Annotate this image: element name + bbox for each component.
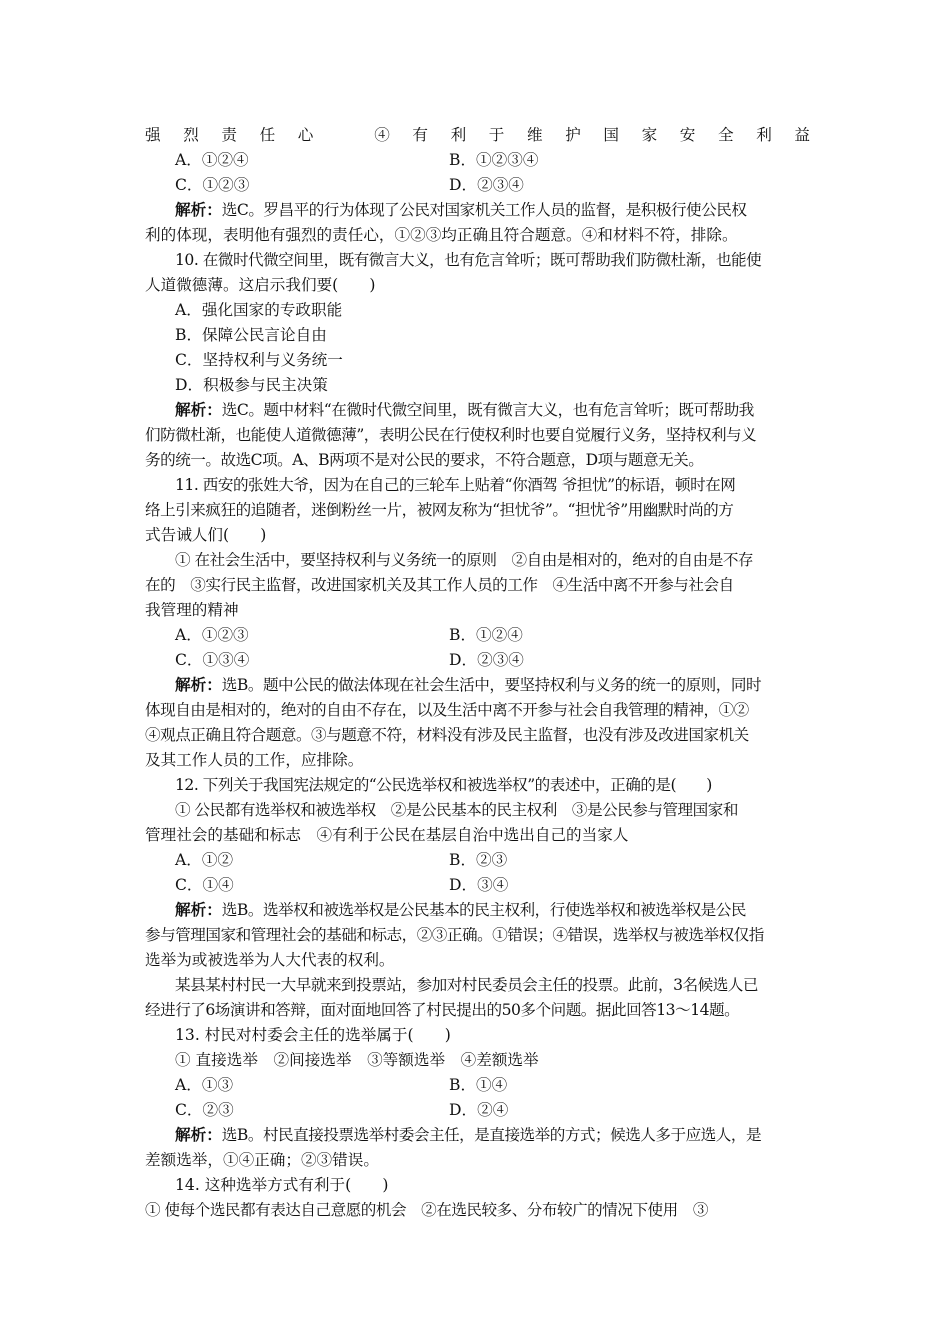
option-c: C．②③ [175, 1101, 234, 1119]
option-a: A．①②④ [175, 151, 249, 169]
option-c: C．①④ [175, 876, 234, 894]
text-line: 参与管理国家和管理社会的基础和标志，②③正确。①错误；④错误，选举权与被选举权仅指 [145, 926, 764, 944]
analysis-label: 解析： [175, 201, 222, 219]
analysis-text: 选C。题中材料“在微时代微空间里，既有微言大义，也有危言耸听；既可帮助我 [221, 401, 754, 419]
analysis-text: 选B。题中公民的做法体现在社会生活中，要坚持权利与义务的统一的原则，同时 [221, 676, 762, 694]
option-a: A．①② [175, 851, 234, 869]
analysis-label: 解析： [175, 1126, 222, 1144]
option-b: B．保障公民言论自由 [175, 326, 327, 344]
option-c: C．①③④ [175, 651, 250, 669]
option-b: B．①②③④ [449, 151, 539, 169]
option-b: B．①④ [449, 1076, 508, 1094]
option-a: A．①③ [175, 1076, 234, 1094]
text-line: 们防微杜渐，也能使人道微德薄”，表明公民在行使权利时也要自觉履行义务，坚持权利与义 [145, 426, 757, 444]
question-10: 10. 在微时代微空间里，既有微言大义，也有危言耸听；既可帮助我们防微杜渐，也能使 [175, 251, 762, 269]
option-c: C．坚持权利与义务统一 [175, 351, 343, 369]
option-a: A．①②③ [175, 626, 249, 644]
option-b: B．①②④ [449, 626, 523, 644]
analysis-text: 选C。罗昌平的行为体现了公民对国家机关工作人员的监督，是积极行使公民权 [221, 201, 747, 219]
text-line: ④观点正确且符合题意。③与题意不符，材料没有涉及民主监督，也没有涉及改进国家机关 [145, 726, 749, 744]
option-d: D．②④ [449, 1101, 509, 1119]
option-c: C．①②③ [175, 176, 250, 194]
question-14: 14. 这种选举方式有利于( ) [175, 1176, 389, 1194]
analysis-line [175, 898, 810, 923]
text-line: 差额选举，①④正确；②③错误。 [145, 1151, 379, 1169]
analysis-line [175, 673, 810, 698]
statement-line: ① 公民都有选举权和被选举权 ②是公民基本的民主权利 ③是公民参与管理国家和 [175, 801, 738, 819]
text-line: 选举为或被选举为人大代表的权利。 [145, 951, 395, 969]
statement-line: ① 使每个选民都有表达自己意愿的机会 ②在选民较多、分布较广的情况下使用 ③ [145, 1201, 708, 1219]
statement-line: 我管理的精神 [145, 601, 239, 619]
analysis-label: 解析： [175, 401, 222, 419]
statement-line: 在的 ③实行民主监督，改进国家机关及其工作人员的工作 ④生活中离不开参与社会自 [145, 576, 734, 594]
text-line: 式告诫人们( ) [145, 526, 267, 544]
option-a: A．强化国家的专政职能 [175, 301, 343, 319]
analysis-line [175, 198, 810, 223]
text-line: 利的体现，表明他有强烈的责任心，①②③均正确且符合题意。④和材料不符，排除。 [145, 226, 738, 244]
text-line: 及其工作人员的工作，应排除。 [145, 751, 364, 769]
statement-line: 管理社会的基础和标志 ④有利于公民在基层自治中选出自己的当家人 [145, 826, 629, 844]
analysis-line [175, 1123, 810, 1148]
text-line: 人道微德薄。这启示我们要( ) [145, 276, 376, 294]
option-d: D．③④ [449, 876, 509, 894]
material-line: 经进行了6场演讲和答辩，面对面地回答了村民提出的50多个问题。据此回答13～14题。 [145, 1001, 740, 1019]
analysis-text: 选B。村民直接投票选举村委会主任，是直接选举的方式；候选人多于应选人，是 [221, 1126, 762, 1144]
analysis-text: 选B。选举权和被选举权是公民基本的民主权利，行使选举权和被选举权是公民 [221, 901, 746, 919]
question-12: 12. 下列关于我国宪法规定的“公民选举权和被选举权”的表述中，正确的是( ) [175, 776, 712, 794]
option-b: B．②③ [449, 851, 508, 869]
question-13: 13. 村民对村委会主任的选举属于( ) [175, 1026, 451, 1044]
question-11: 11. 西安的张姓大爷，因为在自己的三轮车上贴着“你酒驾 爷担忧”的标语，顿时在网 [175, 476, 736, 494]
statement-line: ① 直接选举 ②间接选举 ③等额选举 ④差额选举 [175, 1051, 539, 1069]
text-line: 强烈责任心 ④有利于维护国家安全利益 [145, 126, 810, 144]
option-d: D．积极参与民主决策 [175, 376, 328, 394]
text-line: 务的统一。故选C项。A、B两项不是对公民的要求，不符合题意，D项与题意无关。 [145, 451, 704, 469]
option-d: D．②③④ [449, 176, 524, 194]
option-d: D．②③④ [449, 651, 524, 669]
statement-line: ① 在社会生活中，要坚持权利与义务统一的原则 ②自由是相对的，绝对的自由是不存 [175, 551, 754, 569]
analysis-label: 解析： [175, 676, 222, 694]
analysis-label: 解析： [175, 901, 222, 919]
text-line: 体现自由是相对的，绝对的自由不存在，以及生活中离不开参与社会自我管理的精神，①② [145, 701, 749, 719]
material-line: 某县某村村民一大早就来到投票站，参加对村民委员会主任的投票。此前，3名候选人已 [175, 976, 758, 994]
text-line: 络上引来疯狂的追随者，迷倒粉丝一片，被网友称为“担忧爷”。“担忧爷”用幽默时尚的方 [145, 501, 734, 519]
analysis-line [175, 398, 810, 423]
